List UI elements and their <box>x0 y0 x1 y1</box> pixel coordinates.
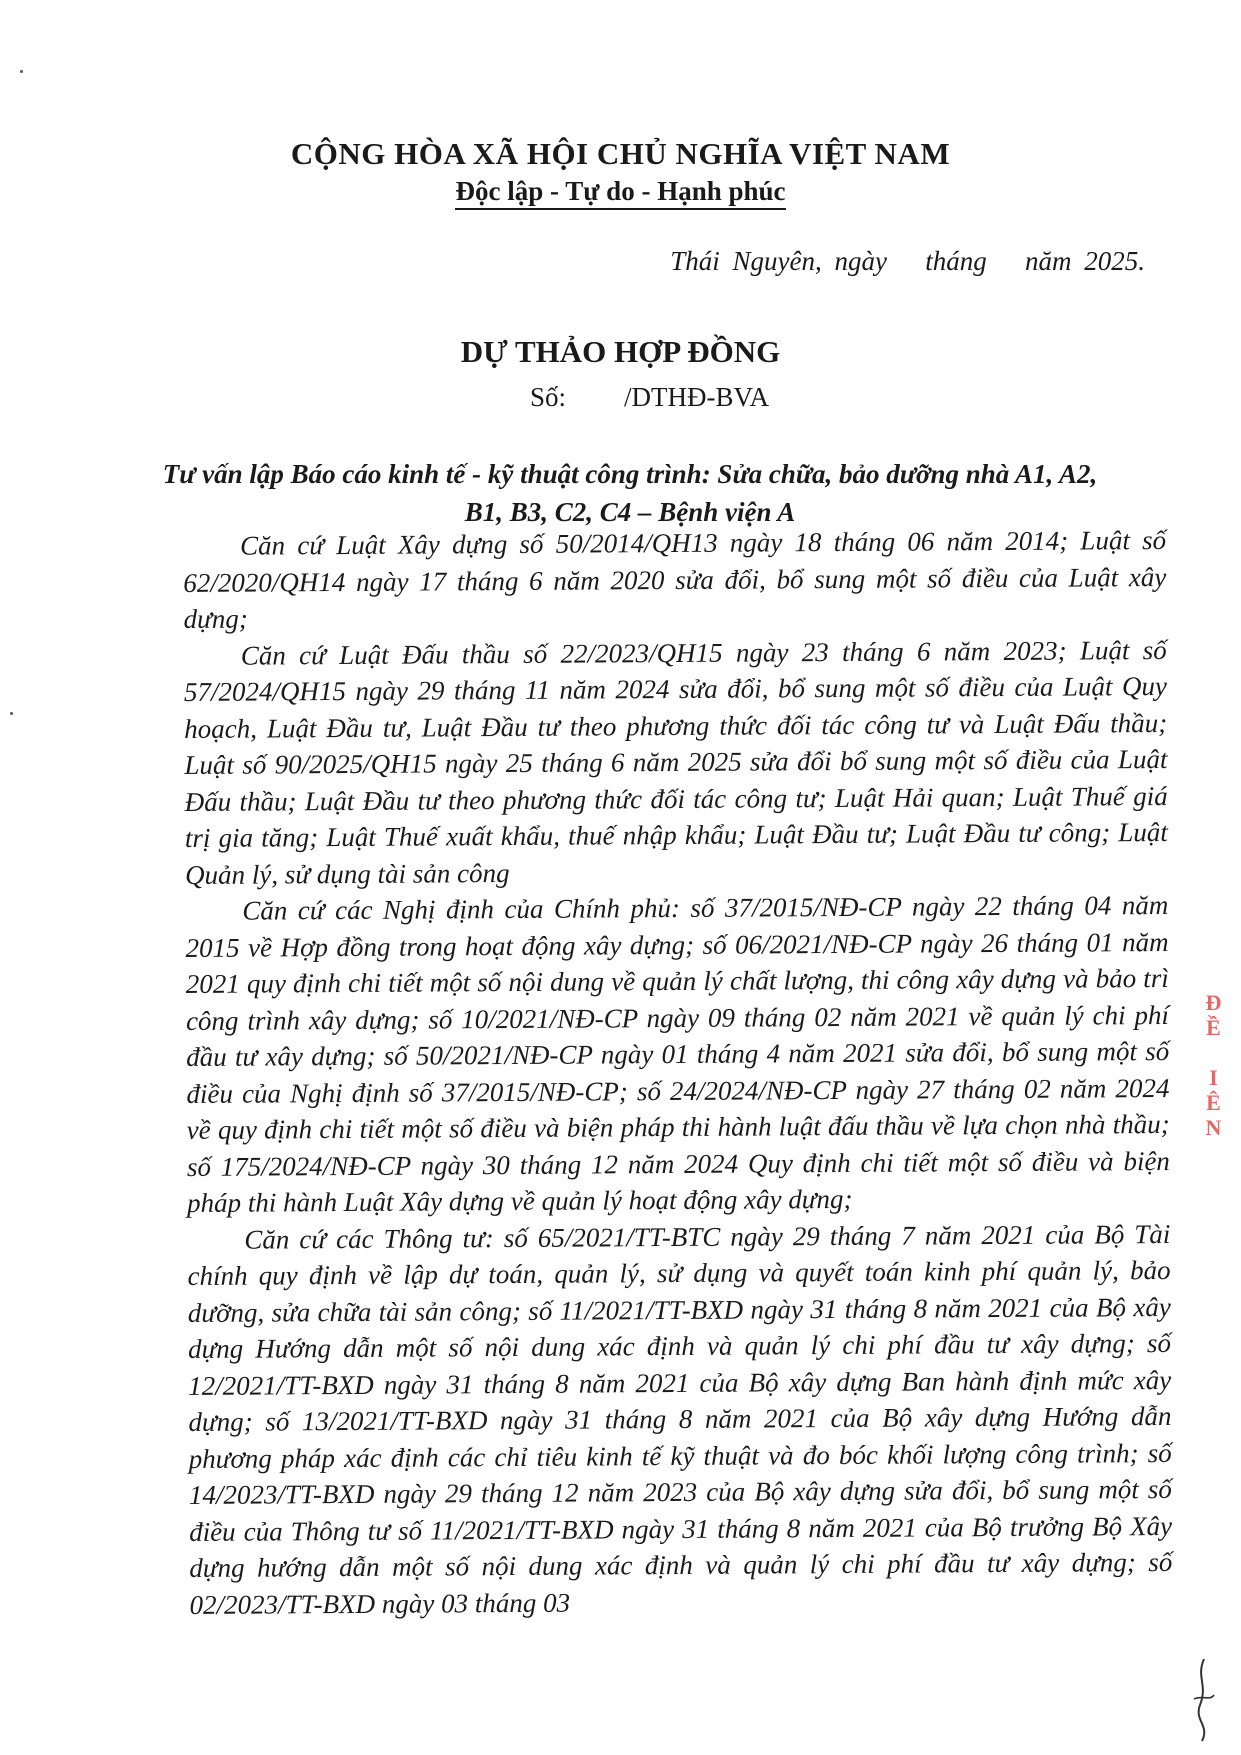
document-title: DỰ THẢO HỢP ĐỒNG <box>460 334 781 369</box>
national-header: CỘNG HÒA XÃ HỘI CHỦ NGHĨA VIỆT NAM <box>290 136 951 171</box>
legal-basis-paragraph: Căn cứ Luật Đấu thầu số 22/2023/QH15 ngày 23 tháng 6 năm 2023; Luật số 57/2024/QH15 ngày 29 tháng 11 năm 2024 sửa đổi, bổ sung một số điều của Luật Quy hoạch, Luật Đầu tư, Luật Đầu tư theo phương thức đối tác công tư và Luật Đấu thầu; Luật số 90/2025/QH15 ngày 25 tháng 6 năm 2025 sửa đổi bổ sung một số điều của Luật Đấu thầu; Luật Đầu tư theo phương thức đối tác công tư; Luật Hải quan; Luật Thuế giá trị gia tăng; Luật Thuế xuất khẩu, thuế nhập khẩu; Luật Đầu tư; Luật Đầu tư công; Luật Quản lý, sử dụng tài sản công <box>183 634 1168 890</box>
initial-signature-icon <box>1182 1655 1222 1750</box>
motto-text: Độc lập - Tự do - Hạnh phúc <box>455 176 785 210</box>
number-code: /DTHĐ-BVA <box>624 382 770 412</box>
contract-subject: Tư vấn lập Báo cáo kinh tế - kỹ thuật công trình: Sửa chữa, bảo dưỡng nhà A1, A2, B1, B3, C2, C4 – Bệnh viện A <box>162 459 1098 527</box>
number-label: Số: <box>530 382 567 412</box>
legal-bases <box>183 522 1173 1623</box>
scan-speck <box>20 70 23 73</box>
national-motto <box>0 176 1241 207</box>
margin-stamp: ĐỀ IÊN <box>1201 990 1226 1140</box>
legal-basis-paragraph: Căn cứ Luật Xây dựng số 50/2014/QH13 ngày 18 tháng 06 năm 2014; Luật số 62/2020/QH14 ngày 17 tháng 6 năm 2020 sửa đổi, bổ sung một số điều của Luật xây dựng; <box>183 524 1167 634</box>
document-number <box>530 382 769 413</box>
legal-basis-paragraph: Căn cứ các Thông tư: số 65/2021/TT-BTC ngày 29 tháng 7 năm 2021 của Bộ Tài chính quy định về lập dự toán, quản lý, sử dụng và quyết toán kinh phí quản lý, bảo dưỡng, sửa chữa tài sản công; số 11/2021/TT-BXD ngày 31 tháng 8 năm 2021 của Bộ xây dựng Hướng dẫn một số nội dung xác định và quản lý chi phí đầu tư xây dựng; số 12/2021/TT-BXD ngày 31 tháng 8 năm 2021 của Bộ xây dựng Ban hành định mức xây dựng; số 13/2021/TT-BXD ngày 31 tháng 8 năm 2021 của Bộ xây dựng Hướng dẫn phương pháp xác định các chỉ tiêu kinh tế kỹ thuật và đo bóc khối lượng công trình; số 14/2023/TT-BXD ngày 29 tháng 12 năm 2023 của Bộ xây dựng sửa đổi, bổ sung một số điều của Thông tư số 11/2021/TT-BXD ngày 31 tháng 8 năm 2021 của Bộ trưởng Bộ Xây dựng hướng dẫn một số nội dung xác định và quản lý chi phí đầu tư xây dựng; số 02/2023/TT-BXD ngày 03 tháng 03 <box>187 1218 1173 1620</box>
date-line: Thái Nguyên, ngày tháng năm 2025. <box>670 246 1145 276</box>
scan-speck <box>10 712 13 715</box>
legal-basis-paragraph: Căn cứ các Nghị định của Chính phủ: số 37/2015/NĐ-CP ngày 22 tháng 04 năm 2015 về Hợp đồng trong hoạt động xây dựng; số 06/2021/NĐ-CP ngày 26 tháng 01 năm 2021 quy định chi tiết một số nội dung về quản lý chất lượng, thi công xây dựng và bảo trì công trình xây dựng; số 10/2021/NĐ-CP ngày 09 tháng 02 năm 2021 về quản lý chi phí đầu tư xây dựng; số 50/2021/NĐ-CP ngày 01 tháng 4 năm 2021 sửa đổi, bổ sung một số điều của Nghị định số 37/2015/NĐ-CP; số 24/2024/NĐ-CP ngày 27 tháng 02 năm 2024 về quy định chi tiết một số điều và biện pháp thi hành luật đấu thầu về lựa chọn nhà thầu; số 175/2024/NĐ-CP ngày 30 tháng 12 năm 2024 Quy định chi tiết một số điều và biện pháp thi hành Luật Xây dựng về quản lý hoạt động xây dựng; <box>185 889 1170 1218</box>
